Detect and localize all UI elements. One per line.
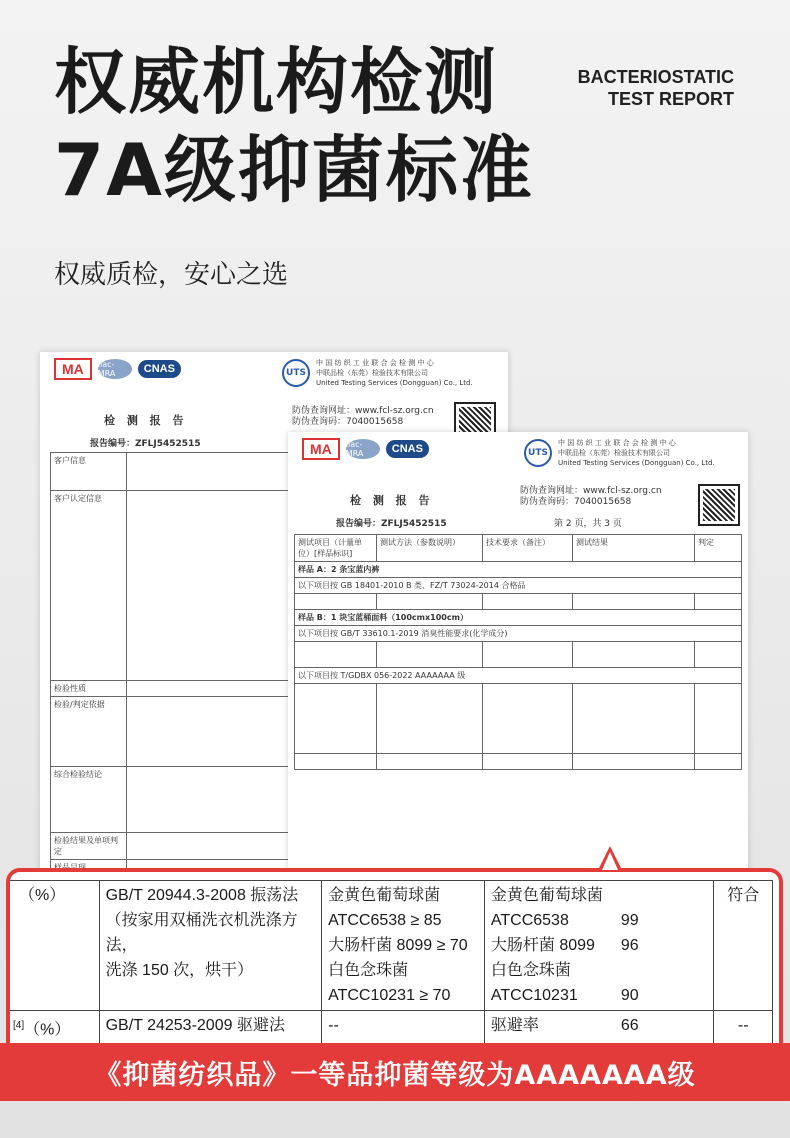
callout-pointer-inner: [602, 852, 618, 870]
d1-row: 检验结果及单项判定: [51, 833, 127, 860]
result-label: ATCC6538: [490, 912, 569, 929]
result-cell: [484, 1011, 714, 1045]
org-name-1: 中 国 纺 织 工 业 联 合 会 检 测 中 心: [558, 439, 676, 447]
footnote-ref: [4]: [13, 1020, 25, 1031]
cnas-logo: CNAS: [386, 440, 429, 458]
result-line: 白色念珠菌: [490, 962, 571, 979]
judgement-cell: --: [714, 1011, 773, 1045]
req-line: ATCC10231 ≥ 70: [328, 987, 451, 1004]
english-heading-line2: TEST REPORT: [607, 89, 734, 109]
method-cell: [99, 881, 322, 1011]
result-value: 90: [620, 987, 639, 1004]
method-line: GB/T 20944.3-2008 振荡法: [105, 887, 299, 904]
cert-logos: [54, 358, 181, 380]
cert-logos-2: [302, 438, 429, 460]
d1-row: 综合检验结论: [51, 767, 127, 833]
query-site: 防伪查询网址：www.fcl-sz.org.cn: [520, 486, 662, 496]
org-name-en: United Testing Services (Dongguan) Co., Ltd.: [316, 379, 473, 387]
req-line: 金黄色葡萄球菌: [328, 887, 441, 904]
result-row-antibacterial: [6, 881, 773, 1011]
org-name-en: United Testing Services (Dongguan) Co., Ltd.: [558, 459, 715, 467]
org-name-2: 中联品检（东莞）检验技术有限公司: [316, 369, 428, 377]
method-line: 洗涤 150 次，烘干）: [105, 962, 254, 979]
result-label: ATCC10231: [490, 987, 578, 1004]
ilac-logo: ilac-MRA: [346, 439, 380, 459]
item-cell: （%）: [6, 881, 99, 1011]
req-line: 大肠杆菌 8099 ≥ 70: [328, 937, 468, 954]
ma-logo: MA: [302, 438, 340, 460]
judgement-cell: 符合: [714, 881, 773, 1011]
table-row: 以下项目按 T/GDBX 056-2022 AAAAAAA 级: [295, 668, 742, 684]
d1-row: 检验性质: [51, 681, 127, 697]
uts-logo-icon: UTS: [524, 439, 552, 467]
item-unit: （%）: [24, 1021, 71, 1039]
page-number: 第 2 页，共 3 页: [554, 519, 622, 529]
org-header-2: [524, 438, 715, 468]
report-page-2: [288, 432, 748, 892]
method-cell: GB/T 24253-2009 驱避法: [99, 1011, 322, 1045]
result-cell: [484, 881, 714, 1011]
cnas-logo: CNAS: [138, 360, 181, 378]
english-heading-line1: BACTERIOSTATIC: [577, 67, 734, 87]
result-value: 99: [620, 912, 639, 929]
english-heading: [578, 66, 734, 110]
req-line: ATCC6538 ≥ 85: [328, 912, 442, 929]
table-row: 以下项目按 GB 18401-2010 B 类、FZ/T 73024-2014 合格品: [295, 578, 742, 594]
hero-title-line2: 7A级抑菌标准: [54, 128, 534, 212]
ilac-logo: ilac-MRA: [98, 359, 132, 379]
query-code: 防伪查询码：7040015658: [520, 497, 632, 507]
d1-row: 客户信息: [51, 453, 127, 491]
table-row: 以下项目按 GB/T 33610.1-2019 消臭性能要求(化学成分): [295, 626, 742, 642]
query-info: [292, 406, 434, 428]
hero-subtitle: 权威质检，安心之选: [54, 260, 289, 290]
d1-row: 检验/判定依据: [51, 697, 127, 767]
requirement-cell: [322, 881, 485, 1011]
org-name-2: 中联品检（东莞）检验技术有限公司: [558, 449, 670, 457]
hero-title-line1: 权威机构检测: [54, 40, 499, 124]
query-site: 防伪查询网址：www.fcl-sz.org.cn: [292, 406, 434, 416]
grade-banner: 《抑菌纺织品》一等品抑菌等级为AAAAAAA级: [0, 1043, 790, 1101]
col-header: 技术要求（备注）: [483, 535, 573, 562]
result-label: 驱避率: [490, 1017, 539, 1034]
report-number-2: 报告编号：ZFLJ5452515: [336, 519, 447, 529]
table-row: 样品 B：1 块宝蓝桶面料（100cmx100cm）: [295, 610, 742, 626]
report-title-2: 检 测 报 告: [350, 494, 434, 507]
report-title: 检 测 报 告: [104, 414, 188, 427]
result-value: 66: [620, 1017, 639, 1034]
col-header: 判定: [695, 535, 742, 562]
uts-logo-icon: UTS: [282, 359, 310, 387]
d1-row: 客户认定信息: [51, 491, 127, 681]
col-header: 测试方法（参数说明）: [377, 535, 483, 562]
req-line: 白色念珠菌: [328, 962, 409, 979]
qr-code-icon: [700, 486, 738, 524]
col-header: 测试结果: [573, 535, 695, 562]
col-header: 测试项目（计量单位）[样品标识]: [295, 535, 377, 562]
requirement-cell: --: [322, 1011, 485, 1045]
ma-logo: MA: [54, 358, 92, 380]
query-info-2: [520, 486, 662, 508]
table-row: 样品 A：2 条宝蓝内裤: [295, 562, 742, 578]
org-header: [282, 358, 473, 388]
method-line: （按家用双桶洗衣机洗涤方法，: [105, 912, 298, 954]
result-label: 大肠杆菌 8099: [490, 937, 595, 954]
org-name-1: 中 国 纺 织 工 业 联 合 会 检 测 中 心: [316, 359, 434, 367]
report-number: 报告编号：ZFLJ5452515: [90, 439, 201, 449]
result-row-repellent: [6, 1011, 773, 1045]
result-line: 金黄色葡萄球菌: [490, 887, 603, 904]
result-value: 96: [620, 937, 639, 954]
item-cell: [6, 1011, 99, 1045]
query-code: 防伪查询码：7040015658: [292, 417, 404, 427]
